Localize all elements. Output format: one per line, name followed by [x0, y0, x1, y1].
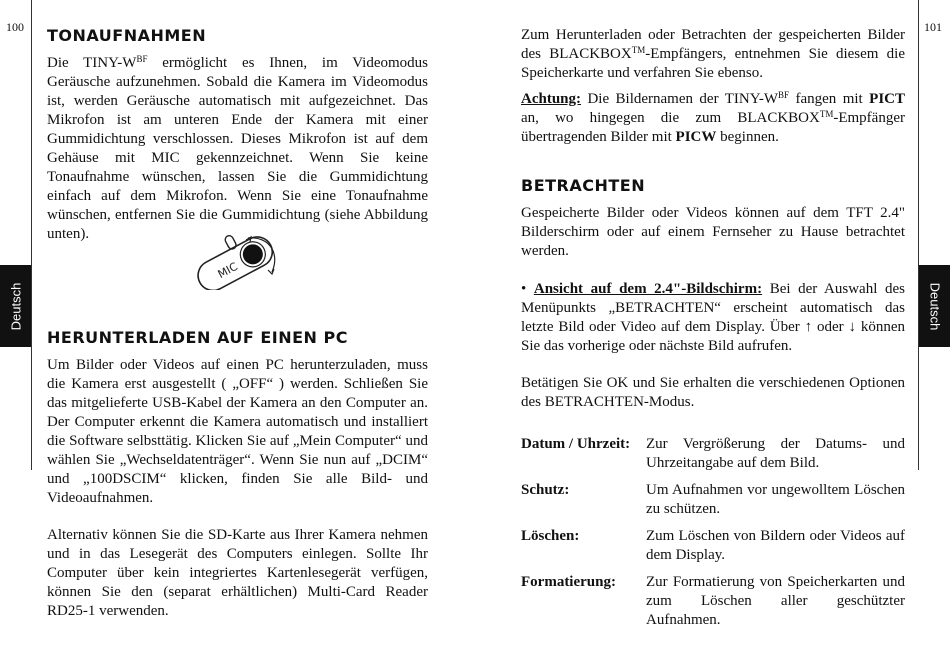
mic-label: MIC	[215, 259, 240, 282]
options-table	[521, 435, 905, 630]
language-tab-left	[0, 265, 31, 347]
paragraph-herunterladen: Um Bilder oder Videos auf einen PC herunterzuladen, muss die Kamera erst ausgestellt ( „OFF“ ) werden. Schließen Sie das mitgelieferte USB-Kabel der Kamera an den Computer an. Der Computer erkennt die Kamera automatisch und installiert die Software selbsttätig. Klicken Sie auf „Mein Computer“ und wählen Sie „Wechseldatenträger“. Wenn Sie nun auf „DCIM“ und „100DSCIM“ klicken, finden Sie alle Bild- und Videoaufnahmen.	[47, 357, 428, 506]
language-tab-left-label: Deutsch	[8, 282, 24, 330]
paragraph-betrachten: Gespeicherte Bilder oder Videos können auf dem TFT 2.4" Bilderschirm oder auf einem Fernseher zu Hause betrachtet werden.	[521, 205, 905, 259]
option-value: Zur Formatierung von Speicherkarten und zum Löschen aller geschützter Aufnahmen.	[646, 574, 905, 628]
page-number-right: 101	[924, 20, 942, 34]
heading-herunterladen: HERUNTERLADEN AUF EINEN PC	[47, 328, 348, 347]
page-number-left: 100	[6, 20, 24, 34]
option-value: Um Aufnahmen vor ungewolltem Löschen zu schützen.	[646, 482, 905, 517]
microphone-cover-illustration	[188, 232, 284, 290]
option-row-schutz	[521, 481, 905, 527]
paragraph-herunterladen-blackbox: Zum Herunterladen oder Betrachten der gespeicherten Bilder des BLACKBOX™-Empfängers, entnehmen Sie diesem die Speicherkarte und verfahren Sie ebenso.	[521, 27, 905, 81]
option-key: Formatierung:	[521, 574, 616, 590]
option-row-formatierung	[521, 573, 905, 630]
option-key: Datum / Uhrzeit:	[521, 436, 631, 452]
left-margin-rule	[31, 0, 32, 470]
paragraph-tonaufnahmen: Die TINY-$W^{BF}$ ermöglicht es Ihnen, im Videomodus Geräusche aufzunehmen. Sobald die Kamera im Videomodus ist, werden Geräusche automatisch mit aufgezeichnet. Das Mikrofon ist am unteren Ende der Kamera mit einer Gummidichtung verschlossen. Dieses Mikrofon ist auf dem Gehäuse mit MIC gekennzeichnet. Wenn Sie keine Tonaufnahme wünschen, lassen Sie die Gummidichtung einfach auf dem Mikrofon. Wenn Sie eine Tonaufnahme wünschen, entfernen Sie die Gummidichtung (siehe Abbildung unten).	[47, 54, 428, 242]
option-value: Zur Vergrößerung der Datums- und Uhrzeitangabe auf dem Bild.	[646, 436, 905, 471]
option-value: Zum Löschen von Bildern oder Videos auf dem Display.	[646, 528, 905, 563]
option-key: Löschen:	[521, 528, 580, 544]
paragraph-optionen: Betätigen Sie OK und Sie erhalten die verschiedenen Optionen des BETRACHTEN-Modus.	[521, 375, 905, 410]
option-row-loeschen	[521, 527, 905, 573]
paragraph-alternativ: Alternativ können Sie die SD-Karte aus Ihrer Kamera nehmen und in das Lesegerät des Computers einlegen. Sollte Ihr Computer über kein integriertes Kartenlesegerät verfügen, können Sie den (separat erhältlichen) Multi-Card Reader RD25-1 verwenden.	[47, 527, 428, 619]
paragraph-achtung: Achtung: Die Bildernamen der TINY-$W^{BF}$ fangen mit PICT an, wo hingegen die zum BLACKBOX™-Empfänger übertragenden Bilder mit PICW beginnen.	[521, 90, 905, 145]
language-tab-right	[919, 265, 950, 347]
heading-betrachten: BETRACHTEN	[521, 176, 646, 195]
right-margin-rule	[918, 0, 919, 470]
language-tab-right-label: Deutsch	[927, 282, 943, 330]
option-row-datum	[521, 435, 905, 481]
paragraph-ansicht: • Ansicht auf dem 2.4"-Bildschirm: Bei der Auswahl des Menüpunkts „BETRACHTEN“ erscheint automatisch das letzte Bild oder Video auf dem Display. Über ↑ oder ↓ können Sie das vorherige oder nächste Bild aufrufen.	[521, 281, 905, 354]
option-key: Schutz:	[521, 482, 570, 498]
heading-tonaufnahmen: TONAUFNAHMEN	[47, 26, 207, 45]
